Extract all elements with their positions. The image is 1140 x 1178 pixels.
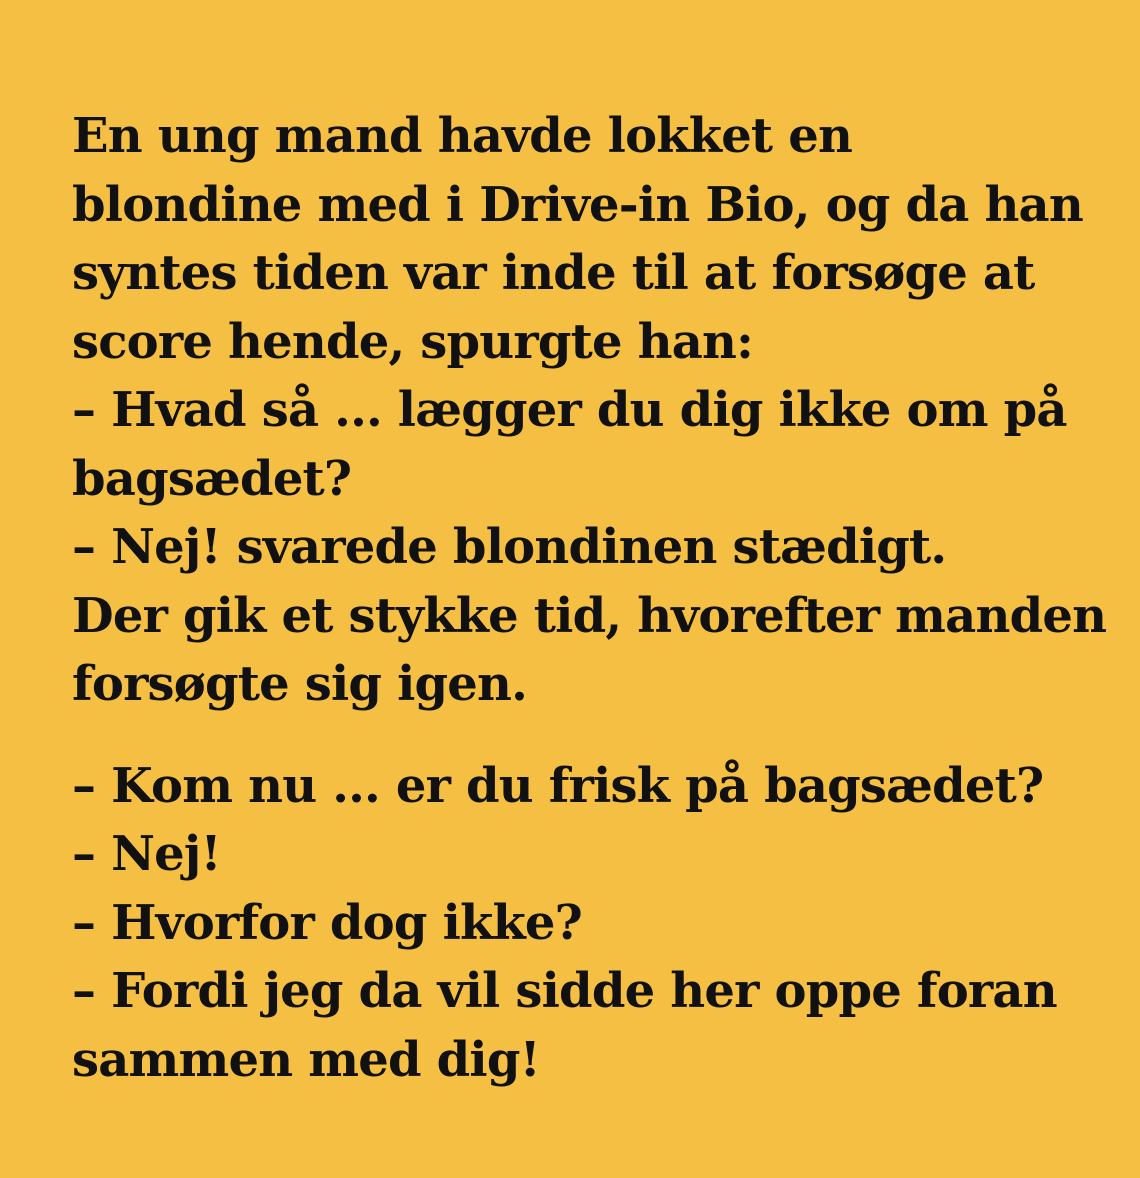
text-line: – Kom nu ... er du frisk på bagsædet? <box>72 757 1044 814</box>
text-line: – Fordi jeg da vil sidde her oppe foran <box>72 963 1057 1019</box>
text-line: – Nej! svarede blondinen stædigt. <box>72 519 947 575</box>
text-line: En ung mand havde lokket en <box>72 108 853 164</box>
text-line: Der gik et stykke tid, hvorefter manden <box>72 587 1107 644</box>
text-line: – Hvorfor dog ikke? <box>72 894 582 951</box>
text-line: score hende, spurgte han: <box>72 313 754 370</box>
joke-paragraph-1 <box>72 102 1107 719</box>
text-line: sammen med dig! <box>72 1031 540 1088</box>
joke-paragraph-2 <box>72 752 1100 1095</box>
text-line: blondine med i Drive-in Bio, og da han <box>72 176 1083 233</box>
text-line: syntes tiden var inde til at forsøge at <box>72 245 1035 301</box>
text-line: forsøgte sig igen. <box>72 656 528 712</box>
text-line: – Nej! <box>72 826 221 882</box>
text-line: – Hvad så ... lægger du dig ikke om på <box>72 382 1067 438</box>
text-line: bagsædet? <box>72 450 352 507</box>
